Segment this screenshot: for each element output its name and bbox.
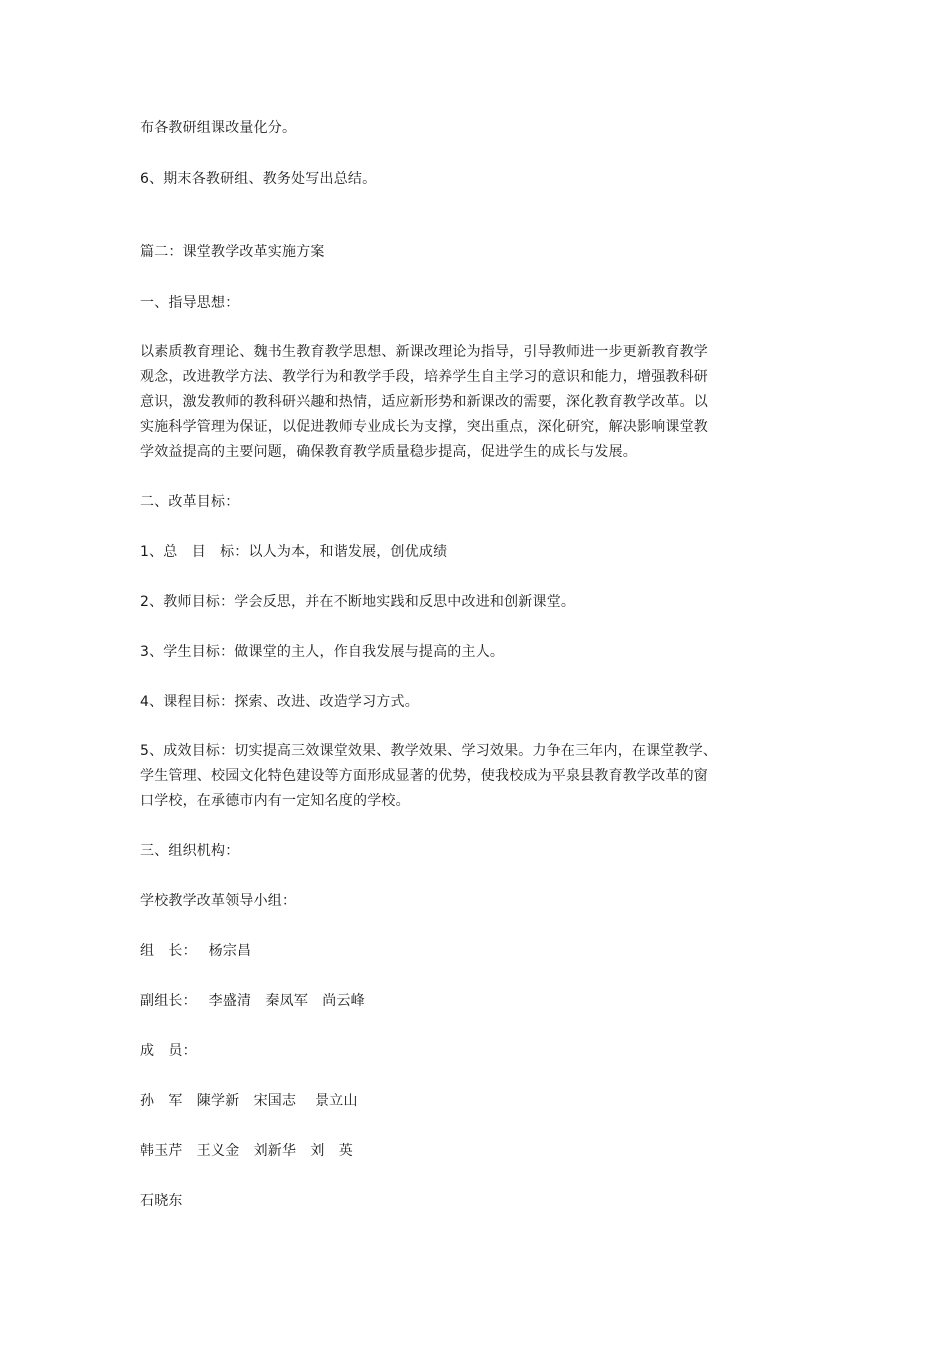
paragraph-guiding-thought <box>140 340 740 465</box>
paragraph-line: 观念，改进教学方法、教学行为和教学手段，培养学生自主学习的意识和能力，增强教科研 <box>140 369 708 385</box>
goal-item-outcome <box>140 739 740 814</box>
group-leader: 组 长： 杨宗昌 <box>140 943 252 959</box>
goal-item: 1、总 目 标：以人为本，和谐发展，创优成绩 <box>140 544 448 560</box>
heading-organization: 三、组织机构： <box>140 843 240 859</box>
members-row: 石晓东 <box>140 1193 183 1209</box>
goal-item: 2、教师目标：学会反思，并在不断地实践和反思中改进和创新课堂。 <box>140 594 576 610</box>
members-row: 孙 军 陳学新 宋国志 景立山 <box>140 1093 358 1109</box>
goal-item: 4、课程目标：探索、改进、改造学习方式。 <box>140 694 419 710</box>
paragraph-line: 实施科学管理为保证，以促进教师专业成长为支撑，突出重点，深化研究，解决影响课堂教 <box>140 419 708 435</box>
section-title: 篇二：课堂教学改革实施方案 <box>140 244 325 260</box>
paragraph-line: 学生管理、校园文化特色建设等方面形成显著的优势，使我校成为平泉县教育教学改革的窗 <box>140 768 708 784</box>
paragraph-line: 口学校，在承德市内有一定知名度的学校。 <box>140 793 410 809</box>
members-row: 韩玉芹 王义金 刘新华 刘 英 <box>140 1143 353 1159</box>
paragraph-line: 意识，激发教师的教科研兴趣和热情，适应新形势和新课改的需要，深化教育教学改革。以 <box>140 394 708 410</box>
heading-reform-goals: 二、改革目标： <box>140 494 240 510</box>
heading-guiding-thought: 一、指导思想： <box>140 295 240 311</box>
group-vice-leaders: 副组长： 李盛清 秦凤军 尚云峰 <box>140 993 365 1009</box>
members-label: 成 员： <box>140 1043 197 1059</box>
text-line: 6、期末各教研组、教务处写出总结。 <box>140 171 377 187</box>
goal-item: 3、学生目标：做课堂的主人，作自我发展与提高的主人。 <box>140 644 505 660</box>
group-title: 学校教学改革领导小组： <box>140 893 297 909</box>
text-line: 布各教研组课改量化分。 <box>140 120 297 136</box>
paragraph-line: 5、成效目标：切实提高三效课堂效果、教学效果、学习效果。力争在三年内，在课堂教学、 <box>140 743 718 759</box>
paragraph-line: 学效益提高的主要问题，确保教育教学质量稳步提高，促进学生的成长与发展。 <box>140 444 637 460</box>
paragraph-line: 以素质教育理论、魏书生教育教学思想、新课改理论为指导，引导教师进一步更新教育教学 <box>140 344 708 360</box>
